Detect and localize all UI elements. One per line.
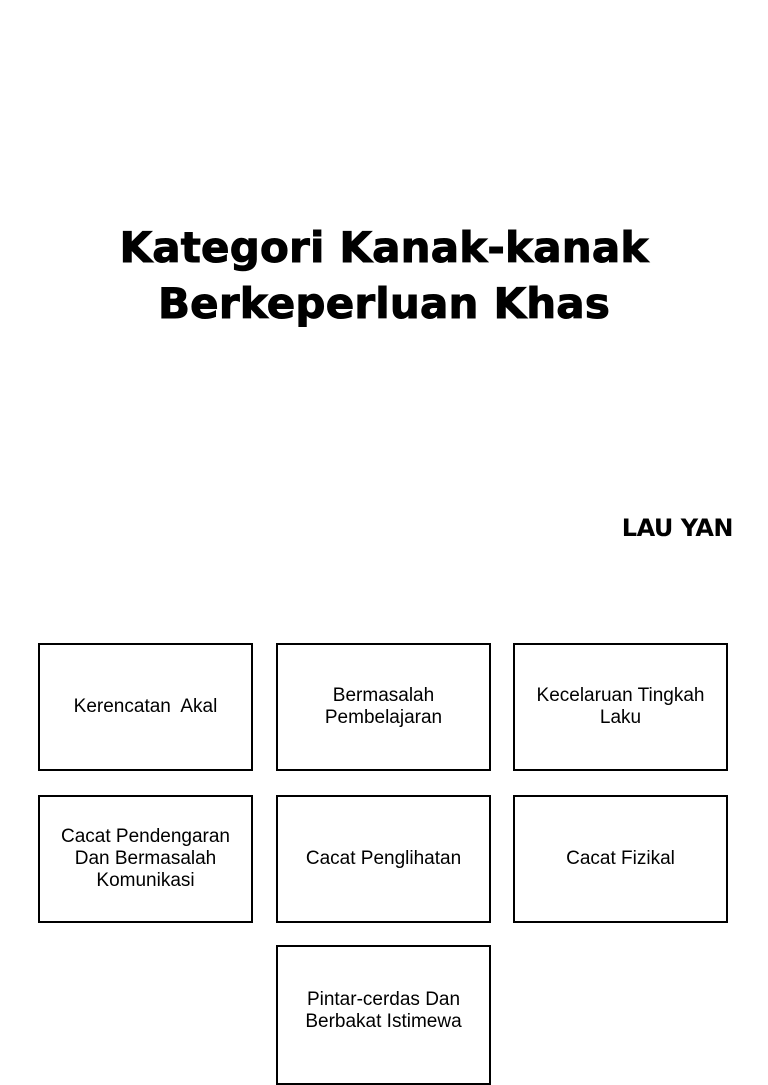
slide-title: [0, 220, 768, 332]
category-label: Cacat Penglihatan: [305, 848, 462, 869]
category-label: Cacat Fizikal: [566, 848, 675, 869]
slide-title-line-1: Kategori Kanak-kanak: [119, 223, 649, 272]
category-box-cacat-pendengaran: [38, 795, 253, 923]
category-label: Bermasalah Pembelajaran: [324, 685, 443, 728]
category-box-cacat-fizikal: [513, 795, 728, 923]
category-box-pintar-cerdas: [276, 945, 491, 1085]
author-name: LAU YAN: [621, 514, 733, 542]
category-box-kerencatan-akal: [38, 643, 253, 771]
slide-title-line-2: Berkeperluan Khas: [157, 279, 611, 328]
category-label: Cacat Pendengaran Dan Bermasalah Komunikasi: [60, 826, 230, 891]
category-label: Pintar-cerdas Dan Berbakat Istimewa: [305, 989, 462, 1032]
category-label: Kerencatan Akal: [73, 696, 218, 717]
category-box-bermasalah-pembelajaran: [276, 643, 491, 771]
category-label: Kecelaruan Tingkah Laku: [536, 685, 705, 728]
category-box-cacat-penglihatan: [276, 795, 491, 923]
category-box-kecelaruan-tingkah-laku: [513, 643, 728, 771]
